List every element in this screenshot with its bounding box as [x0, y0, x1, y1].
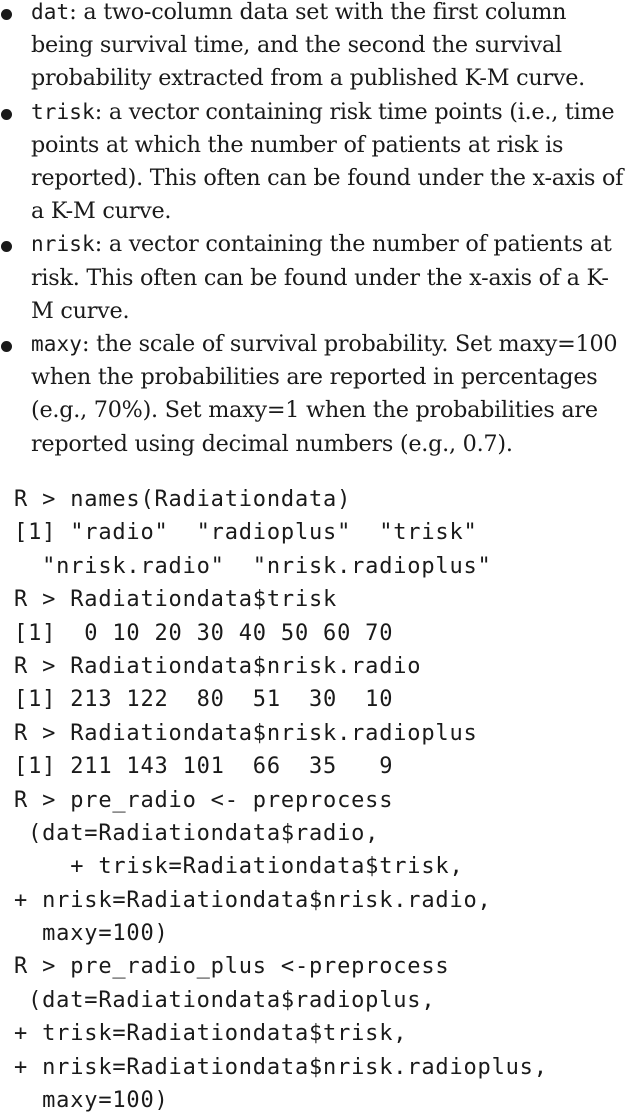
r-code-block	[0, 483, 548, 1117]
code-line: [1] 211 143 101 66 35 9	[0, 754, 394, 780]
bullet-maxy	[0, 328, 628, 461]
description-nrisk: : a vector containing the number of patients at risk. This often can be found under the x-axis of a K-M curve.	[31, 231, 612, 324]
term-trisk: trisk	[31, 99, 95, 124]
description-maxy: : the scale of survival probability. Set maxy=100 when the probabilities are reported in percentages (e.g., 70%). Set maxy=1 when the probabilities are reported using decimal numbers (e.g., 0.7).	[31, 331, 618, 457]
term-dat: dat	[31, 0, 70, 24]
code-line: R > Radiationdata$trisk	[0, 587, 338, 613]
bullet-dot	[1, 9, 12, 20]
code-line: R > names(Radiationdata)	[0, 487, 352, 512]
term-nrisk: nrisk	[31, 232, 95, 257]
code-line: R > Radiationdata$nrisk.radioplus	[0, 720, 478, 746]
code-line: maxy=100)	[0, 1088, 169, 1114]
code-line: [1] 0 10 20 30 40 50 60 70	[0, 620, 394, 646]
code-line: + nrisk=Radiationdata$nrisk.radioplus,	[0, 1054, 548, 1080]
code-line: (dat=Radiationdata$radio,	[0, 820, 380, 846]
bullet-dot	[1, 109, 12, 120]
bullet-nrisk	[0, 228, 628, 328]
bullet-trisk	[0, 96, 628, 229]
term-maxy: maxy	[31, 332, 82, 357]
code-line: maxy=100)	[0, 921, 169, 947]
code-line: + trisk=Radiationdata$trisk,	[0, 1021, 408, 1047]
argument-list	[0, 0, 628, 461]
bullet-dot	[1, 341, 12, 352]
code-line: + nrisk=Radiationdata$nrisk.radio,	[0, 887, 492, 913]
code-line: (dat=Radiationdata$radioplus,	[0, 987, 436, 1013]
code-line: R > pre_radio <- preprocess	[0, 787, 394, 813]
bullet-dat	[0, 0, 628, 96]
description-trisk: : a vector containing risk time points (i.e., time points at which the number of patients at risk is reported). This often can be found under the x-axis of a K-M curve.	[31, 98, 624, 225]
code-line: R > pre_radio_plus <-preprocess	[0, 954, 450, 980]
code-line: [1] 213 122 80 51 30 10	[0, 687, 394, 713]
code-line: R > Radiationdata$nrisk.radio	[0, 653, 422, 679]
description-dat: : a two-column data set with the first column being survival time, and the second the survival probability extracted from a published K-M curve.	[31, 0, 586, 92]
code-line: [1] "radio" "radioplus" "trisk"	[0, 520, 478, 546]
code-line: + trisk=Radiationdata$trisk,	[0, 854, 464, 880]
code-line: "nrisk.radio" "nrisk.radioplus"	[0, 553, 492, 579]
bullet-dot	[1, 241, 12, 252]
